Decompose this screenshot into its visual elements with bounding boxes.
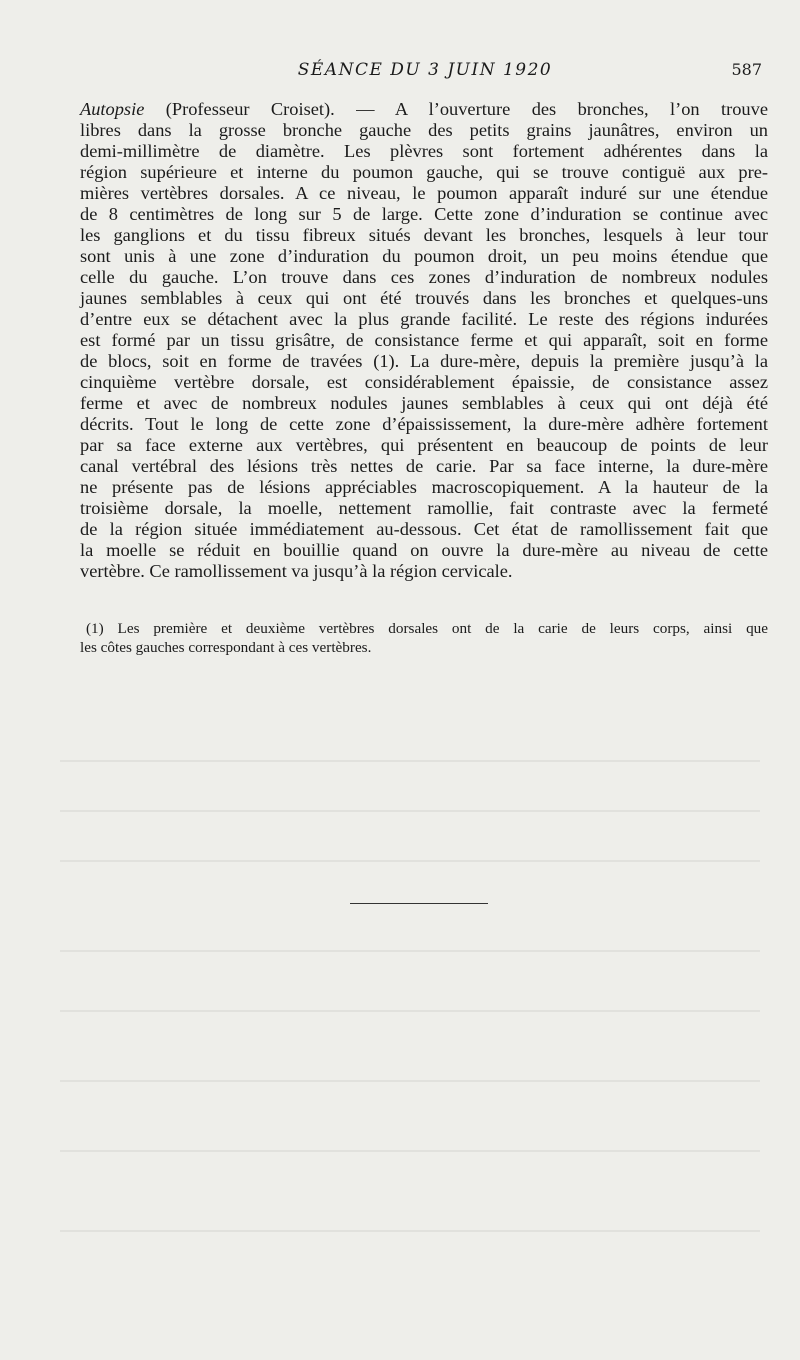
footnote-line: les côtes gauches correspondant à ces vertèbres. bbox=[80, 639, 372, 656]
body-line: libres dans la grosse bronche gauche des petits grains jaunâtres, environ un bbox=[80, 120, 768, 140]
body-line: par sa face externe aux vertèbres, qui présentent en beaucoup de points de leur bbox=[80, 435, 768, 455]
page-number: 587 bbox=[731, 60, 762, 79]
body-line: la moelle se réduit en bouillie quand on ouvre la dure-mère au niveau de cette bbox=[80, 540, 768, 560]
body-line: les ganglions et du tissu fibreux situés devant les bronches, lesquels à leur tour bbox=[80, 225, 768, 245]
section-rule bbox=[350, 903, 488, 904]
body-line: Autopsie (Professeur Croiset). — A l’ouverture des bronches, l’on trouve bbox=[80, 99, 768, 119]
body-line: ne présente pas de lésions appréciables macroscopiquement. A la hauteur de la bbox=[80, 477, 768, 497]
body-line: vertèbre. Ce ramollissement va jusqu’à la région cervicale. bbox=[80, 561, 513, 581]
page-header bbox=[80, 60, 770, 90]
body-line: celle du gauche. L’on trouve dans ces zones d’induration de nombreux nodules bbox=[80, 267, 768, 287]
show-through-mark bbox=[60, 1010, 760, 1012]
body-line: d’entre eux se détachent avec la plus grande facilité. Le reste des régions indurées bbox=[80, 309, 768, 329]
body-paragraph bbox=[80, 99, 768, 582]
footnote-line: (1) Les première et deuxième vertèbres dorsales ont de la carie de leurs corps, ainsi que bbox=[86, 620, 768, 637]
footnote bbox=[80, 619, 768, 657]
body-line: canal vertébral des lésions très nettes de carie. Par sa face interne, la dure-mère bbox=[80, 456, 768, 476]
body-line: jaunes semblables à ceux qui ont été trouvés dans les bronches et quelques-uns bbox=[80, 288, 768, 308]
show-through-mark bbox=[60, 1230, 760, 1232]
body-line: décrits. Tout le long de cette zone d’épaississement, la dure-mère adhère fortement bbox=[80, 414, 768, 434]
body-line: mières vertèbres dorsales. A ce niveau, le poumon apparaît induré sur une étendue bbox=[80, 183, 768, 203]
show-through-mark bbox=[60, 760, 760, 762]
body-line: sont unis à une zone d’induration du poumon droit, un peu moins étendue que bbox=[80, 246, 768, 266]
show-through-mark bbox=[60, 810, 760, 812]
show-through-mark bbox=[60, 1150, 760, 1152]
body-line: troisième dorsale, la moelle, nettement ramollie, fait contraste avec la fermeté bbox=[80, 498, 768, 518]
body-line: de 8 centimètres de long sur 5 de large. Cette zone d’induration se continue avec bbox=[80, 204, 768, 224]
show-through-mark bbox=[60, 860, 760, 862]
show-through-mark bbox=[60, 950, 760, 952]
show-through-mark bbox=[60, 1080, 760, 1082]
body-line: de la région située immédiatement au-dessous. Cet état de ramollissement fait que bbox=[80, 519, 768, 539]
body-line: cinquième vertèbre dorsale, est considérablement épaissie, de consistance assez bbox=[80, 372, 768, 392]
autopsie-word: Autopsie bbox=[80, 99, 145, 119]
body-line: région supérieure et interne du poumon gauche, qui se trouve contiguë aux pre- bbox=[80, 162, 768, 182]
running-title: SÉANCE DU 3 JUIN 1920 bbox=[297, 60, 553, 80]
body-line: est formé par un tissu grisâtre, de consistance ferme et qui apparaît, soit en forme bbox=[80, 330, 768, 350]
body-line: de blocs, soit en forme de travées (1). La dure-mère, depuis la première jusqu’à la bbox=[80, 351, 768, 371]
body-line: ferme et avec de nombreux nodules jaunes semblables à ceux qui ont déjà été bbox=[80, 393, 768, 413]
body-line: demi-millimètre de diamètre. Les plèvres sont fortement adhérentes dans la bbox=[80, 141, 768, 161]
